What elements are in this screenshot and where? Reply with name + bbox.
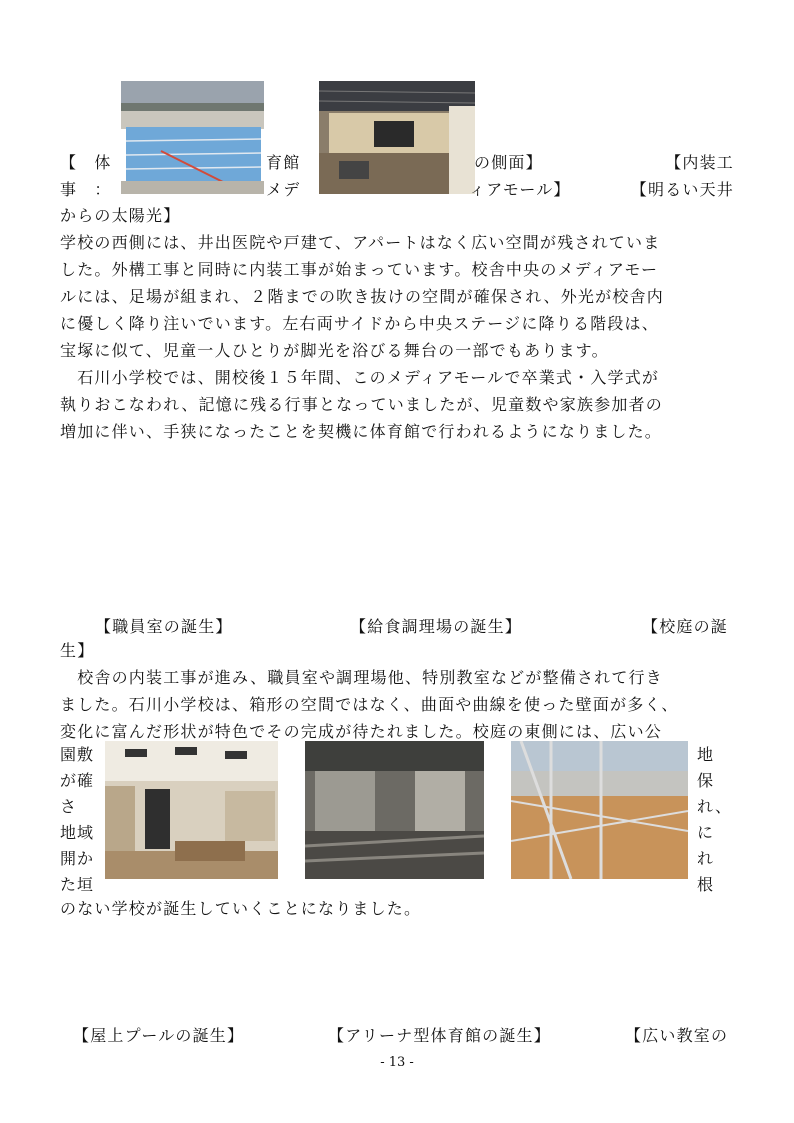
side-text: が確 [60, 771, 95, 790]
caption-text: メデ [266, 180, 301, 199]
side-text: 園敷 [60, 745, 95, 764]
body-line: 学校の西側には、井出医院や戸建て、アパートはなく広い空間が残されていま [60, 233, 661, 252]
caption-schoolyard: 【校庭の誕 [642, 617, 729, 636]
caption-row-1 [60, 153, 734, 173]
page-number: - 13 - [380, 1055, 414, 1070]
caption-text: 【明るい天井 [630, 180, 734, 199]
body-line: 校舎の内装工事が進み、職員室や調理場他、特別教室などが整備されて行き [60, 668, 663, 687]
caption-kitchen: 【給食調理場の誕生】 [350, 617, 523, 636]
side-text: れ [697, 849, 715, 868]
photo-media-mall [319, 81, 475, 194]
body-line: のない学校が誕生していくことになりました。 [60, 899, 422, 918]
caption-staff-room: 【職員室の誕生】 [95, 617, 233, 636]
caption-rooftop-pool: 【屋上プールの誕生】 [73, 1026, 245, 1045]
body-line: 宝塚に似て、児童一人ひとりが脚光を浴びる舞台の一部でもあります。 [60, 341, 609, 360]
side-text: た垣 [60, 875, 95, 894]
caption-text: の側面】 [474, 153, 543, 172]
caption-text: 育館 [266, 153, 301, 172]
body-line: 増加に伴い、手狭になったことを契機に体育館で行われるようになりました。 [60, 422, 663, 441]
side-text: 地域 [60, 823, 95, 842]
body-line: 変化に富んだ形状が特色でその完成が待たれました。校庭の東側には、広い公 [60, 722, 663, 741]
body-line: した。外構工事と同時に内装工事が始まっています。校舎中央のメディアモー [60, 260, 659, 279]
body-line: 石川小学校では、開校後１５年間、このメディアモールで卒業式・入学式が [60, 368, 660, 387]
side-text: 根 [697, 875, 715, 894]
photo-schoolyard [511, 741, 688, 879]
caption-text: 【 体 [60, 153, 112, 172]
photo-staff-room [105, 741, 278, 879]
caption-classroom: 【広い教室の [625, 1026, 729, 1045]
photo-kitchen [305, 741, 484, 879]
caption-text: 事 ： [60, 180, 112, 199]
body-line: ルには、足場が組まれ、２階までの吹き抜けの空間が確保され、外光が校舎内 [60, 287, 664, 306]
caption-arena-gym: 【アリーナ型体育館の誕生】 [328, 1026, 551, 1045]
side-text: れ、 [697, 797, 732, 816]
side-text: 保 [697, 771, 715, 790]
side-text: に [697, 823, 715, 842]
body-line: 執りおこなわれ、記憶に残る行事となっていましたが、児童数や家族参加者の [60, 395, 663, 414]
side-text: 開か [60, 849, 95, 868]
caption-text: ィアモール】 [469, 180, 571, 199]
caption-text: 【内装工 [665, 153, 734, 172]
side-text: 地 [697, 745, 715, 764]
caption-row-2 [60, 180, 734, 200]
photo-rooftop-pool [121, 81, 264, 194]
body-line: ました。石川小学校は、箱形の空間ではなく、曲面や曲線を使った壁面が多く、 [60, 695, 679, 714]
caption-row-3: からの太陽光】 [60, 206, 181, 225]
caption-schoolyard-cont: 生】 [60, 641, 95, 660]
body-line: に優しく降り注いでいます。左右両サイドから中央ステージに降りる階段は、 [60, 314, 659, 333]
side-text: さ [60, 797, 78, 816]
